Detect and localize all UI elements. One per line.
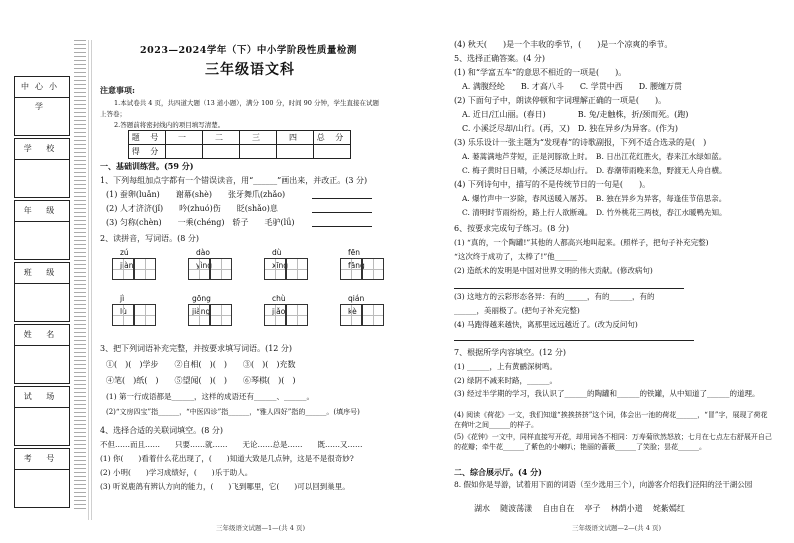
- field-box-class[interactable]: [14, 262, 70, 322]
- q5-item-3: (3) 乐乐设计一张主题为“发现春”的诗歌副报，下列不适合选录的是( ): [454, 138, 707, 147]
- field-box-exam-number[interactable]: [14, 448, 70, 508]
- pinyin-label: chù: [272, 294, 286, 303]
- q4-options: 不但……而且…… 只要……就…… 无论……总是…… 既……又……: [100, 440, 363, 449]
- q7-item-2: (2) 绿阴不减来时路，______。: [454, 376, 558, 385]
- q3-sub-1: (1) 第一行成语都是______，这样的成语还有______、______。: [106, 392, 315, 401]
- keyword: 自由自在: [542, 504, 575, 513]
- q5-item-1-options: A. 满腹经纶 B. 才高八斗 C. 学贯中西 D. 腰缠万贯: [462, 82, 682, 91]
- q3-row-1: ①( )( )学步 ②自相( )( ) ③( )( )充数: [106, 360, 296, 369]
- q1-item-2: (2) 人才济济(jǐ) 吟(zhuó)伤 眨(shǎo)息: [106, 204, 278, 213]
- pinyin-label: dào: [196, 248, 210, 257]
- keyword: 林荫小道: [610, 504, 643, 513]
- q4-item-2: (2) 小明( )学习成绩好，( )乐于助人。: [100, 468, 253, 477]
- score-cell[interactable]: [166, 145, 203, 159]
- q5-item-4-options-a: A. 爆竹声中一岁除，春风送暖入屠苏。 B. 独在异乡为异客，每逢佳节倍思亲。: [462, 194, 727, 203]
- field-label: 姓 名: [15, 325, 69, 346]
- q5-prompt: 5、选择正确答案。(4 分): [454, 54, 545, 63]
- score-cell[interactable]: [240, 145, 277, 159]
- q5-item-2-options-a: A. 近日/江山丽。(春日) B. 兔/走触株，折/颈而死。(跑): [462, 110, 689, 119]
- seal-line-dots: [74, 40, 86, 510]
- q7-item-4-text: (4) 阅读《荷花》一文，我们知道“挨挨挤挤”这个词，体会出一池的荷花______，“冒”字，展现了荷花在荷叶之间______的样子。: [454, 411, 768, 429]
- right-page-lower: [454, 0, 774, 543]
- q7-item-3: (3) 经过半学期的学习，我认识了______的陶罐和______的铁罐，从中知道了______的道理。: [454, 389, 760, 398]
- score-row-label: 得 分: [129, 145, 166, 159]
- tianzige-cell[interactable]: [134, 258, 156, 280]
- pinyin-label: qián: [348, 294, 365, 303]
- tianzige-cell[interactable]: [286, 304, 308, 326]
- keyword: 湖水: [474, 504, 490, 513]
- tianzige-cell[interactable]: [286, 258, 308, 280]
- notice-line-1: 1.本试卷共 4 页，共四道大题（13 道小题），满分 100 分，时间 90 分钟，学生直接在试题: [114, 99, 379, 107]
- footer-left: 三年级语文试题—1—(共 4 页): [216, 524, 305, 532]
- q3-prompt: 3、把下列词语补充完整，并按要求填写词语。(12 分): [100, 344, 293, 353]
- q5-item-4: (4) 下列诗句中，描写的不是传统节日的一句是( )。: [454, 180, 651, 189]
- tianzige-cell[interactable]: [340, 304, 362, 326]
- q4-item-3: (3) 听说鹿鸽有辨认方向的能力，( )飞到哪里，它( )可以回到巢里。: [100, 482, 350, 491]
- q7-prompt: 7、根据所学内容填空。(12 分): [454, 348, 567, 357]
- field-box-name[interactable]: [14, 324, 70, 384]
- tianzige-cell[interactable]: [134, 304, 156, 326]
- paper-title: 三年级语文科: [205, 62, 295, 78]
- notice-line-2: 2.答题前将密封线内的项目填写清楚。: [114, 121, 225, 129]
- q6-item-3: (3) 这地方的云彩形态各异：有的______，有的______，有的: [454, 292, 655, 301]
- field-label: 年 级: [15, 201, 69, 222]
- score-header-cell: 二: [203, 131, 240, 145]
- field-label: 学 校: [15, 139, 69, 160]
- q6-prompt: 6、按要求完成句子练习。(8 分): [454, 224, 569, 233]
- tianzige-cell[interactable]: [340, 258, 362, 280]
- field-label: 班 级: [15, 263, 69, 284]
- keyword: 亭子: [584, 504, 601, 513]
- binding-info-sidebar: [14, 76, 72, 506]
- q4-item-1: (1) 你( )看着什么花出现了，( )知道大致是几点钟，这是不是很奇妙?: [100, 454, 354, 463]
- field-box-grade[interactable]: [14, 200, 70, 260]
- q1-item-1: (1) 蚕卵(luǎn) 谢幕(shè) 张牙舞爪(zhǎo): [106, 190, 286, 199]
- q5-item-4-options-c: C. 清明时节雨纷纷，路上行人欲断魂。 D. 竹外桃花三两枝，春江水暖鸭先知。: [462, 208, 727, 217]
- score-header-cell: 三: [240, 131, 277, 145]
- score-header-cell: 总 分: [314, 131, 351, 145]
- field-box-exam-room[interactable]: [14, 386, 70, 446]
- score-cell[interactable]: [203, 145, 240, 159]
- q1-answer-line[interactable]: [312, 198, 372, 199]
- pinyin-label: jì: [120, 294, 125, 303]
- field-box-school[interactable]: [14, 138, 70, 198]
- q7-item-5: (5)《花钟》一文中，同样直接写开花，却用词各不相同：万寿菊欣然怒放；七月在七点左右舒展开自己的花瓣；牵牛花______了紫色的小喇叭；艳丽的蔷薇______了笑脸；昙花______。: [454, 433, 772, 451]
- field-box-center-school[interactable]: [14, 76, 70, 136]
- pinyin-label: fēn: [348, 248, 361, 257]
- q1-answer-line[interactable]: [312, 212, 372, 213]
- pinyin-label: zú: [120, 248, 129, 257]
- tianzige-cell[interactable]: [188, 258, 210, 280]
- footer-right: 三年级语文试题—2—(共 4 页): [572, 524, 661, 532]
- section-1-heading: 一、基础训练营。(59 分): [100, 161, 194, 171]
- score-header-cell: 题 号: [129, 131, 166, 145]
- q7-item-1: (1) ______，上有黄鹂深树鸣。: [454, 362, 558, 371]
- score-table: [128, 130, 351, 159]
- tianzige-cell[interactable]: [188, 304, 210, 326]
- tianzige-cell[interactable]: [112, 258, 134, 280]
- q4-item-4: (4) 秋天( )是一个丰收的季节，( )是一个凉爽的季节。: [454, 40, 673, 49]
- pinyin-label: dù: [272, 248, 282, 257]
- notice-heading: 注意事项:: [100, 85, 135, 95]
- score-cell[interactable]: [314, 145, 351, 159]
- q6-item-1-answer: “这次终于成功了，太棒了!”他______: [454, 252, 578, 261]
- seal-line-stripes: [88, 40, 94, 520]
- q6-item-4: (4) 马跑得越来越快，离那里远远越近了。(改为反问句): [454, 320, 638, 329]
- q8-prompt: 8. 假如你是导游，试着用下面的词语（至少选用三个），向游客介绍我们泾阳的泾干湖公园: [454, 480, 753, 489]
- keyword: 姹紫嫣红: [652, 504, 685, 513]
- field-label: 考 号: [15, 449, 69, 470]
- field-label: 中心小学: [15, 77, 69, 98]
- score-header-cell: 四: [277, 131, 314, 145]
- q1-answer-line[interactable]: [312, 226, 372, 227]
- q6-item-2: (2) 造纸术的发明是中国对世界文明的伟大贡献。(修改病句): [454, 266, 653, 275]
- notice-line-1b: 上答卷；: [100, 110, 126, 118]
- q8-keywords: [474, 502, 685, 515]
- q5-item-1: (1) 和“学富五车”的意思不相近的一项是( )。: [454, 68, 627, 77]
- q2-prompt: 2、读拼音，写词语。(8 分): [100, 234, 199, 243]
- q3-row-2: ④笔( )纸( ) ⑤望闻( )( ) ⑥琴棋( )( ): [106, 376, 296, 385]
- field-label: 试 场: [15, 387, 69, 408]
- tianzige-cell[interactable]: [362, 258, 384, 280]
- q6-item-1: (1) “真的，一个陶罐!”其他的人都高兴地叫起来。(照样子，把句子补充完整): [454, 238, 709, 247]
- pinyin-label: gōng: [192, 294, 211, 303]
- score-header-cell: 一: [166, 131, 203, 145]
- score-cell[interactable]: [277, 145, 314, 159]
- tianzige-cell[interactable]: [112, 304, 134, 326]
- tianzige-cell[interactable]: [264, 304, 286, 326]
- tianzige-cell[interactable]: [210, 304, 232, 326]
- q5-item-3-options-a: A. 蒌蒿满地芦芽短，正是河豚欲上时。 B. 日出江花红胜火，春来江水绿如蓝。: [462, 152, 727, 161]
- q1-prompt: 1、下列每组加点字都有一个错误读音，用“______”画出来，并改正。(3 分): [100, 176, 368, 185]
- exam-title: 2023—2024学年（下）中小学阶段性质量检测: [140, 45, 357, 56]
- q5-item-2-options-c: C. 小溪泛尽却/山行。(再，又) D. 独在异乡/为异客。(作为): [462, 124, 679, 133]
- q3-sub-2: (2)“文房四宝”指______，“中医四诊”指______，“雅人四好”指的______。(填序号): [106, 408, 360, 416]
- q4-prompt: 4、选择合适的关联词填空。(8 分): [100, 426, 223, 435]
- left-page: [100, 0, 396, 543]
- q5-item-3-options-c: C. 梅子黄时日日晴，小溪泛尽却山行。 D. 春潮带雨晚来急，野渡无人舟自横。: [462, 166, 727, 175]
- q6-item-3-cont: ______，美丽极了。(把句子补充完整): [454, 306, 580, 315]
- section-2-heading: 二、综合展示厅。(4 分): [454, 467, 542, 477]
- tianzige-cell[interactable]: [264, 258, 286, 280]
- q5-item-2: (2) 下面句子中，朗读停顿和字词理解正确的一项是( )。: [454, 96, 667, 105]
- tianzige-cell[interactable]: [210, 258, 232, 280]
- keyword: 随波荡漾: [500, 504, 533, 513]
- q1-item-3: (3) 匀称(chèn) 一乘(chéng) 轿子 毛驴(lǘ): [106, 218, 295, 227]
- tianzige-cell[interactable]: [362, 304, 384, 326]
